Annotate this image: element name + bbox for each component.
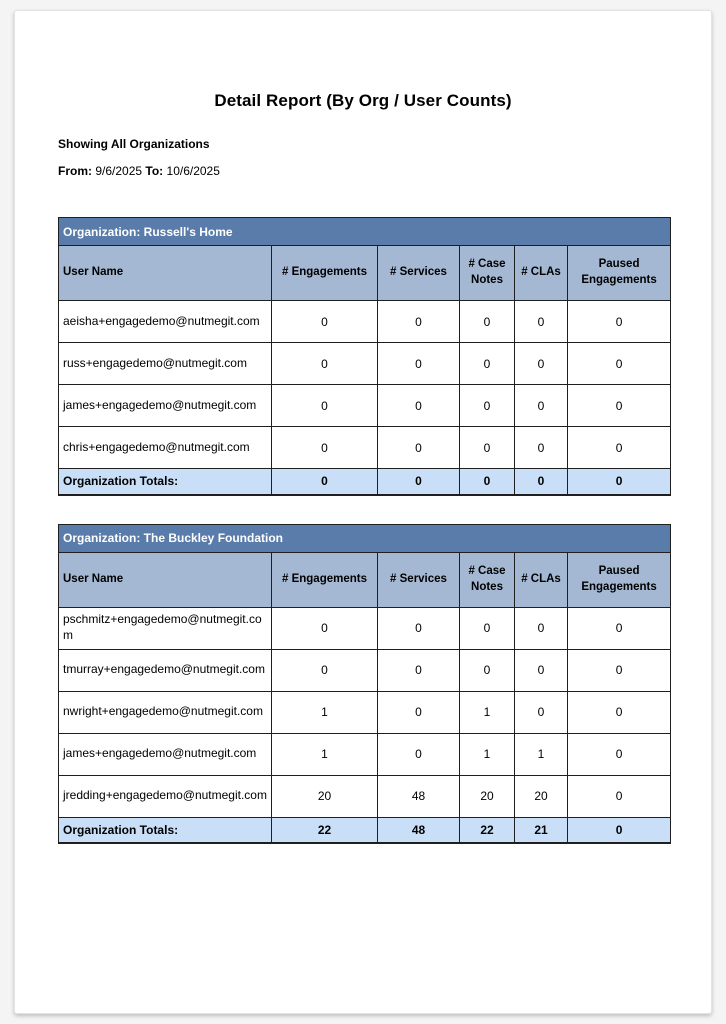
column-header: # Case Notes [460, 246, 515, 301]
column-header: # CLAs [515, 246, 568, 301]
column-header: Paused Engagements [568, 246, 671, 301]
count-cell: 0 [272, 343, 378, 385]
page-title: Detail Report (By Org / User Counts) [214, 91, 512, 110]
user-email-cell: nwright+engagedemo@nutmegit.com [59, 691, 272, 733]
org-tables-container [58, 217, 668, 844]
org-header-row [59, 218, 671, 246]
user-row [59, 733, 671, 775]
column-header: User Name [59, 552, 272, 607]
count-cell: 0 [378, 427, 460, 469]
report-content [15, 91, 711, 844]
user-row [59, 607, 671, 649]
count-cell: 0 [568, 427, 671, 469]
count-cell: 0 [272, 427, 378, 469]
totals-value-cell: 0 [272, 469, 378, 495]
count-cell: 0 [378, 649, 460, 691]
totals-value-cell: 0 [515, 469, 568, 495]
report-page [14, 10, 712, 1014]
column-header: # Services [378, 246, 460, 301]
user-row [59, 775, 671, 817]
count-cell: 0 [515, 649, 568, 691]
user-row [59, 691, 671, 733]
count-cell: 20 [515, 775, 568, 817]
column-header: # Case Notes [460, 552, 515, 607]
count-cell: 0 [568, 343, 671, 385]
count-cell: 0 [378, 301, 460, 343]
count-cell: 1 [460, 691, 515, 733]
count-cell: 0 [460, 427, 515, 469]
count-cell: 1 [272, 691, 378, 733]
count-cell: 0 [272, 385, 378, 427]
count-cell: 0 [515, 691, 568, 733]
count-cell: 0 [272, 301, 378, 343]
date-range-line [58, 164, 668, 178]
count-cell: 0 [378, 733, 460, 775]
count-cell: 0 [568, 649, 671, 691]
count-cell: 0 [568, 733, 671, 775]
org-name-header: Organization: Russell's Home [59, 218, 671, 246]
user-row [59, 301, 671, 343]
column-header: # CLAs [515, 552, 568, 607]
user-email-cell: chris+engagedemo@nutmegit.com [59, 427, 272, 469]
org-report-table [58, 217, 671, 496]
count-cell: 1 [272, 733, 378, 775]
count-cell: 1 [515, 733, 568, 775]
count-cell: 0 [460, 343, 515, 385]
user-email-cell: james+engagedemo@nutmegit.com [59, 385, 272, 427]
user-email-cell: james+engagedemo@nutmegit.com [59, 733, 272, 775]
user-email-cell: aeisha+engagedemo@nutmegit.com [59, 301, 272, 343]
totals-label-cell: Organization Totals: [59, 469, 272, 495]
totals-value-cell: 0 [568, 817, 671, 843]
user-email-cell: pschmitz+engagedemo@nutmegit.com [59, 607, 272, 649]
count-cell: 0 [272, 649, 378, 691]
totals-value-cell: 22 [272, 817, 378, 843]
count-cell: 0 [378, 691, 460, 733]
column-header: User Name [59, 246, 272, 301]
user-row [59, 427, 671, 469]
org-header-row [59, 524, 671, 552]
count-cell: 0 [515, 607, 568, 649]
user-row [59, 343, 671, 385]
totals-value-cell: 22 [460, 817, 515, 843]
column-header-row [59, 552, 671, 607]
count-cell: 0 [515, 301, 568, 343]
user-email-cell: tmurray+engagedemo@nutmegit.com [59, 649, 272, 691]
column-header-row [59, 246, 671, 301]
totals-row [59, 469, 671, 495]
org-report-table [58, 524, 671, 845]
count-cell: 0 [568, 301, 671, 343]
totals-value-cell: 0 [568, 469, 671, 495]
totals-row [59, 817, 671, 843]
count-cell: 0 [515, 385, 568, 427]
totals-value-cell: 21 [515, 817, 568, 843]
count-cell: 0 [568, 691, 671, 733]
column-header: Paused Engagements [568, 552, 671, 607]
column-header: # Services [378, 552, 460, 607]
count-cell: 0 [378, 343, 460, 385]
count-cell: 0 [460, 607, 515, 649]
count-cell: 20 [272, 775, 378, 817]
count-cell: 0 [515, 343, 568, 385]
count-cell: 0 [460, 385, 515, 427]
count-cell: 48 [378, 775, 460, 817]
org-name-header: Organization: The Buckley Foundation [59, 524, 671, 552]
column-header: # Engagements [272, 246, 378, 301]
to-label: To: [145, 164, 164, 178]
totals-value-cell: 48 [378, 817, 460, 843]
count-cell: 0 [568, 385, 671, 427]
totals-value-cell: 0 [460, 469, 515, 495]
column-header: # Engagements [272, 552, 378, 607]
filter-summary: Showing All Organizations [58, 137, 210, 151]
count-cell: 1 [460, 733, 515, 775]
count-cell: 0 [378, 607, 460, 649]
count-cell: 0 [568, 607, 671, 649]
totals-label-cell: Organization Totals: [59, 817, 272, 843]
count-cell: 0 [568, 775, 671, 817]
from-label: From: [58, 164, 92, 178]
count-cell: 0 [378, 385, 460, 427]
count-cell: 0 [515, 427, 568, 469]
to-date: 10/6/2025 [166, 164, 220, 178]
user-email-cell: jredding+engagedemo@nutmegit.com [59, 775, 272, 817]
count-cell: 0 [460, 301, 515, 343]
user-row [59, 649, 671, 691]
user-email-cell: russ+engagedemo@nutmegit.com [59, 343, 272, 385]
totals-value-cell: 0 [378, 469, 460, 495]
count-cell: 0 [460, 649, 515, 691]
user-row [59, 385, 671, 427]
count-cell: 20 [460, 775, 515, 817]
from-date: 9/6/2025 [95, 164, 143, 178]
count-cell: 0 [272, 607, 378, 649]
